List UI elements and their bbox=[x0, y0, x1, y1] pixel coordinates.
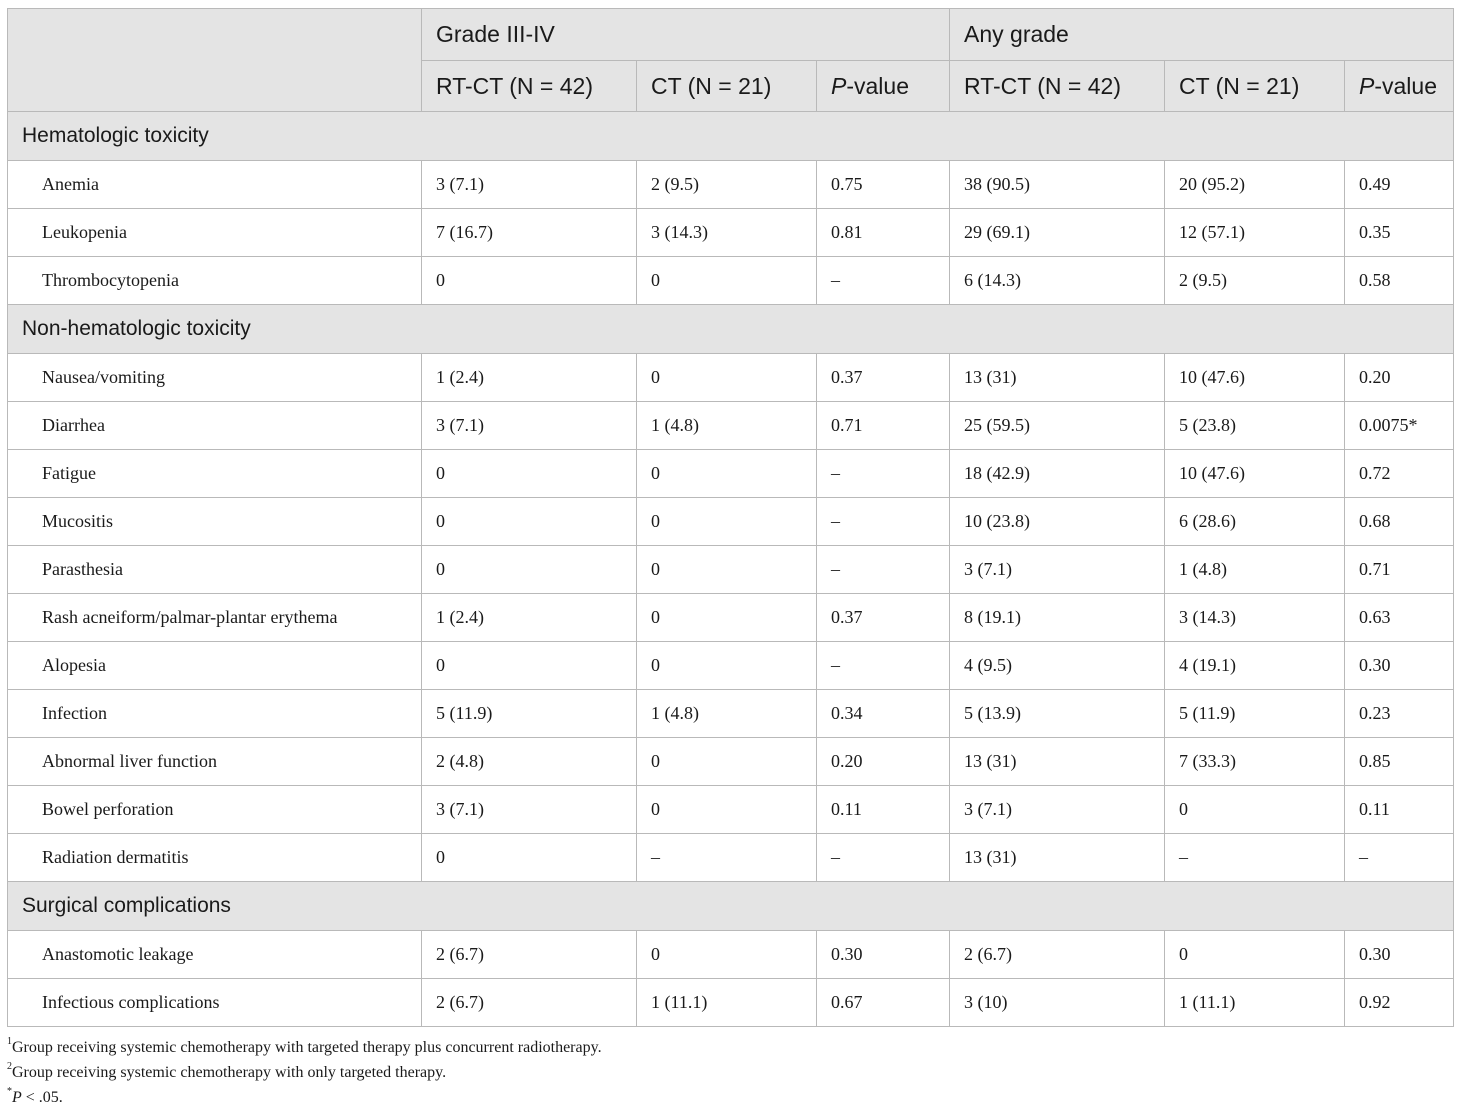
cell-g34-rtct: 0 bbox=[422, 642, 637, 690]
cell-any-pvalue: 0.49 bbox=[1345, 161, 1454, 209]
cell-g34-rtct: 2 (6.7) bbox=[422, 979, 637, 1027]
cell-g34-ct: 0 bbox=[637, 498, 817, 546]
cell-any-ct: 20 (95.2) bbox=[1165, 161, 1345, 209]
table-row bbox=[8, 354, 1454, 402]
header-group-any-grade: Any grade bbox=[950, 9, 1454, 61]
header-g34-rtct: RT-CT (N = 42) bbox=[422, 61, 637, 112]
cell-any-pvalue: 0.30 bbox=[1345, 931, 1454, 979]
cell-any-rtct: 25 (59.5) bbox=[950, 402, 1165, 450]
cell-g34-rtct: 3 (7.1) bbox=[422, 161, 637, 209]
cell-g34-ct: 1 (4.8) bbox=[637, 402, 817, 450]
row-label: Thrombocytopenia bbox=[8, 257, 422, 305]
cell-any-pvalue: 0.68 bbox=[1345, 498, 1454, 546]
cell-any-ct: 3 (14.3) bbox=[1165, 594, 1345, 642]
cell-g34-pvalue: 0.30 bbox=[817, 931, 950, 979]
footnote-1: $^1$Group receiving systemic chemotherapy with targeted therapy plus concurrent radiotherapy. bbox=[7, 1036, 602, 1056]
cell-any-ct: 10 (47.6) bbox=[1165, 354, 1345, 402]
row-label: Bowel perforation bbox=[8, 786, 422, 834]
toxicity-table-container bbox=[7, 8, 1453, 1110]
cell-g34-ct: 0 bbox=[637, 738, 817, 786]
header-group-grade-iii-iv: Grade III-IV bbox=[422, 9, 950, 61]
table-row bbox=[8, 450, 1454, 498]
cell-any-pvalue: 0.72 bbox=[1345, 450, 1454, 498]
cell-any-rtct: 38 (90.5) bbox=[950, 161, 1165, 209]
cell-g34-pvalue: 0.20 bbox=[817, 738, 950, 786]
header-any-ct: CT (N = 21) bbox=[1165, 61, 1345, 112]
cell-any-pvalue: 0.85 bbox=[1345, 738, 1454, 786]
cell-any-pvalue: 0.71 bbox=[1345, 546, 1454, 594]
cell-g34-pvalue: 0.37 bbox=[817, 594, 950, 642]
cell-any-rtct: 18 (42.9) bbox=[950, 450, 1165, 498]
cell-any-rtct: 10 (23.8) bbox=[950, 498, 1165, 546]
cell-g34-rtct: 0 bbox=[422, 257, 637, 305]
row-label: Mucositis bbox=[8, 498, 422, 546]
cell-any-ct: 1 (4.8) bbox=[1165, 546, 1345, 594]
table-row bbox=[8, 257, 1454, 305]
row-label: Leukopenia bbox=[8, 209, 422, 257]
cell-g34-pvalue: – bbox=[817, 834, 950, 882]
row-label: Anemia bbox=[8, 161, 422, 209]
cell-any-rtct: 6 (14.3) bbox=[950, 257, 1165, 305]
cell-any-rtct: 13 (31) bbox=[950, 354, 1165, 402]
toxicity-table bbox=[7, 8, 1454, 1027]
cell-any-pvalue: – bbox=[1345, 834, 1454, 882]
cell-any-rtct: 29 (69.1) bbox=[950, 209, 1165, 257]
cell-any-rtct: 3 (10) bbox=[950, 979, 1165, 1027]
cell-any-rtct: 13 (31) bbox=[950, 738, 1165, 786]
cell-any-pvalue: 0.92 bbox=[1345, 979, 1454, 1027]
cell-g34-ct: 1 (11.1) bbox=[637, 979, 817, 1027]
section-title: Surgical complications bbox=[8, 882, 1454, 931]
cell-g34-pvalue: – bbox=[817, 546, 950, 594]
cell-g34-pvalue: 0.37 bbox=[817, 354, 950, 402]
cell-g34-pvalue: – bbox=[817, 257, 950, 305]
section-header-row bbox=[8, 305, 1454, 354]
header-any-pvalue: P-value bbox=[1345, 61, 1454, 112]
header-g34-ct: CT (N = 21) bbox=[637, 61, 817, 112]
cell-any-pvalue: 0.63 bbox=[1345, 594, 1454, 642]
section-header-row bbox=[8, 112, 1454, 161]
footnote-2: $^2$Group receiving systemic chemotherapy with only targeted therapy. bbox=[7, 1061, 447, 1081]
cell-any-pvalue: 0.23 bbox=[1345, 690, 1454, 738]
table-row bbox=[8, 546, 1454, 594]
table-row bbox=[8, 931, 1454, 979]
cell-any-ct: – bbox=[1165, 834, 1345, 882]
cell-g34-pvalue: 0.71 bbox=[817, 402, 950, 450]
cell-g34-rtct: 0 bbox=[422, 450, 637, 498]
cell-g34-ct: 0 bbox=[637, 786, 817, 834]
table-row bbox=[8, 642, 1454, 690]
table-body bbox=[8, 112, 1454, 1027]
row-label: Infection bbox=[8, 690, 422, 738]
table-row bbox=[8, 738, 1454, 786]
cell-any-pvalue: 0.58 bbox=[1345, 257, 1454, 305]
cell-g34-ct: 0 bbox=[637, 257, 817, 305]
cell-any-pvalue: 0.35 bbox=[1345, 209, 1454, 257]
cell-g34-ct: – bbox=[637, 834, 817, 882]
section-header-row bbox=[8, 882, 1454, 931]
cell-g34-rtct: 3 (7.1) bbox=[422, 402, 637, 450]
cell-any-rtct: 13 (31) bbox=[950, 834, 1165, 882]
row-label: Rash acneiform/palmar-plantar erythema bbox=[8, 594, 422, 642]
cell-g34-ct: 0 bbox=[637, 354, 817, 402]
cell-g34-ct: 3 (14.3) bbox=[637, 209, 817, 257]
cell-any-ct: 5 (23.8) bbox=[1165, 402, 1345, 450]
row-label: Diarrhea bbox=[8, 402, 422, 450]
cell-any-ct: 7 (33.3) bbox=[1165, 738, 1345, 786]
cell-g34-ct: 0 bbox=[637, 642, 817, 690]
cell-g34-rtct: 3 (7.1) bbox=[422, 786, 637, 834]
cell-g34-pvalue: 0.75 bbox=[817, 161, 950, 209]
section-title: Non-hematologic toxicity bbox=[8, 305, 1454, 354]
cell-any-ct: 1 (11.1) bbox=[1165, 979, 1345, 1027]
row-label: Fatigue bbox=[8, 450, 422, 498]
cell-any-rtct: 8 (19.1) bbox=[950, 594, 1165, 642]
row-label: Parasthesia bbox=[8, 546, 422, 594]
cell-any-rtct: 3 (7.1) bbox=[950, 786, 1165, 834]
cell-g34-pvalue: 0.81 bbox=[817, 209, 950, 257]
table-row bbox=[8, 786, 1454, 834]
header-blank-cell bbox=[8, 9, 422, 112]
cell-any-rtct: 2 (6.7) bbox=[950, 931, 1165, 979]
cell-g34-rtct: 2 (6.7) bbox=[422, 931, 637, 979]
table-row bbox=[8, 834, 1454, 882]
cell-g34-pvalue: – bbox=[817, 498, 950, 546]
cell-g34-rtct: 5 (11.9) bbox=[422, 690, 637, 738]
table-row bbox=[8, 498, 1454, 546]
cell-any-ct: 4 (19.1) bbox=[1165, 642, 1345, 690]
cell-any-ct: 6 (28.6) bbox=[1165, 498, 1345, 546]
cell-g34-pvalue: 0.11 bbox=[817, 786, 950, 834]
header-g34-pvalue: P-value bbox=[817, 61, 950, 112]
cell-any-ct: 10 (47.6) bbox=[1165, 450, 1345, 498]
cell-g34-rtct: 1 (2.4) bbox=[422, 354, 637, 402]
cell-g34-ct: 0 bbox=[637, 546, 817, 594]
table-row bbox=[8, 209, 1454, 257]
row-label: Nausea/vomiting bbox=[8, 354, 422, 402]
cell-any-ct: 2 (9.5) bbox=[1165, 257, 1345, 305]
table-row bbox=[8, 979, 1454, 1027]
cell-any-pvalue: 0.20 bbox=[1345, 354, 1454, 402]
row-label: Radiation dermatitis bbox=[8, 834, 422, 882]
cell-any-rtct: 4 (9.5) bbox=[950, 642, 1165, 690]
cell-any-pvalue: 0.0075* bbox=[1345, 402, 1454, 450]
cell-g34-pvalue: 0.34 bbox=[817, 690, 950, 738]
cell-any-ct: 5 (11.9) bbox=[1165, 690, 1345, 738]
cell-any-ct: 12 (57.1) bbox=[1165, 209, 1345, 257]
cell-g34-ct: 2 (9.5) bbox=[637, 161, 817, 209]
row-label: Anastomotic leakage bbox=[8, 931, 422, 979]
cell-g34-ct: 0 bbox=[637, 594, 817, 642]
cell-g34-pvalue: – bbox=[817, 642, 950, 690]
cell-g34-rtct: 7 (16.7) bbox=[422, 209, 637, 257]
footnotes bbox=[7, 1035, 1453, 1110]
table-row bbox=[8, 402, 1454, 450]
table-row bbox=[8, 690, 1454, 738]
cell-any-pvalue: 0.30 bbox=[1345, 642, 1454, 690]
table-row bbox=[8, 161, 1454, 209]
cell-g34-pvalue: – bbox=[817, 450, 950, 498]
cell-g34-rtct: 0 bbox=[422, 498, 637, 546]
cell-any-ct: 0 bbox=[1165, 786, 1345, 834]
cell-g34-ct: 0 bbox=[637, 450, 817, 498]
table-row bbox=[8, 594, 1454, 642]
table-header bbox=[8, 9, 1454, 112]
cell-any-rtct: 3 (7.1) bbox=[950, 546, 1165, 594]
row-label: Infectious complications bbox=[8, 979, 422, 1027]
cell-g34-pvalue: 0.67 bbox=[817, 979, 950, 1027]
cell-any-pvalue: 0.11 bbox=[1345, 786, 1454, 834]
cell-g34-rtct: 2 (4.8) bbox=[422, 738, 637, 786]
section-title: Hematologic toxicity bbox=[8, 112, 1454, 161]
cell-g34-rtct: 0 bbox=[422, 546, 637, 594]
header-any-rtct: RT-CT (N = 42) bbox=[950, 61, 1165, 112]
cell-g34-ct: 1 (4.8) bbox=[637, 690, 817, 738]
cell-g34-ct: 0 bbox=[637, 931, 817, 979]
footnote-3: *P < .05. bbox=[7, 1086, 63, 1106]
cell-any-rtct: 5 (13.9) bbox=[950, 690, 1165, 738]
row-label: Abnormal liver function bbox=[8, 738, 422, 786]
cell-g34-rtct: 1 (2.4) bbox=[422, 594, 637, 642]
row-label: Alopesia bbox=[8, 642, 422, 690]
cell-any-ct: 0 bbox=[1165, 931, 1345, 979]
cell-g34-rtct: 0 bbox=[422, 834, 637, 882]
